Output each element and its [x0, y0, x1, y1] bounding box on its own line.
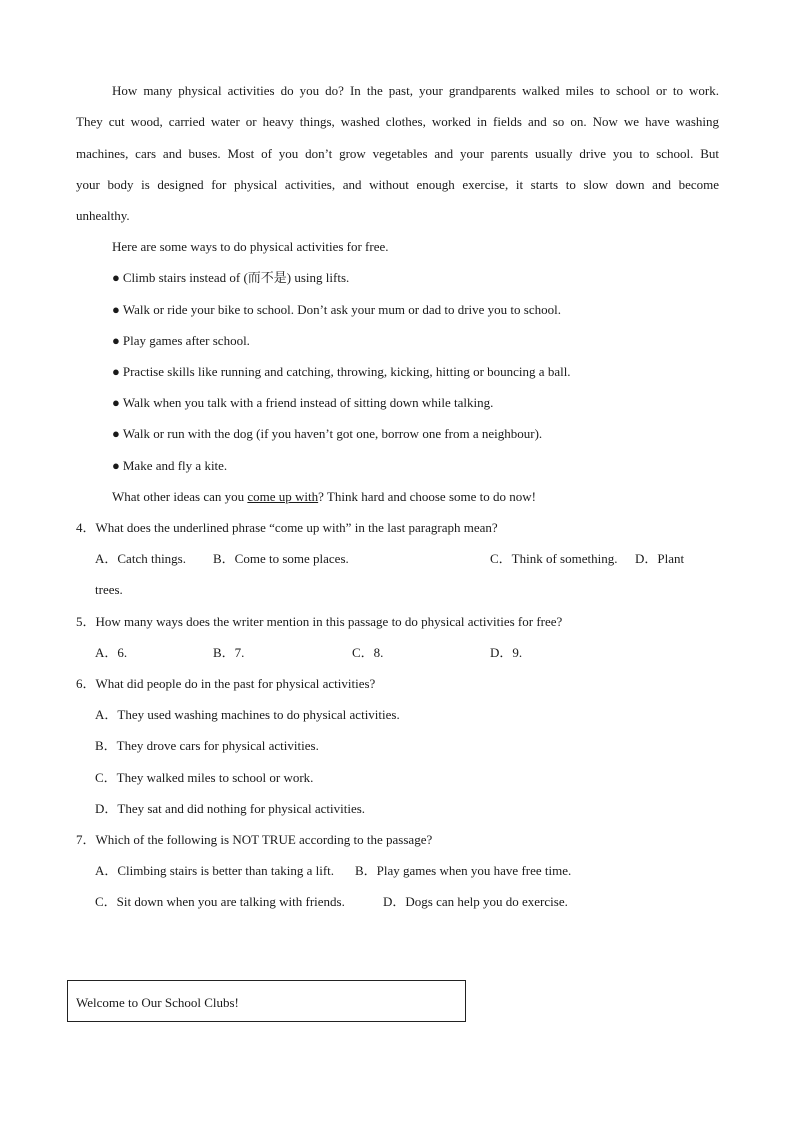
option-c — [490, 551, 617, 567]
option-text: 6. — [117, 645, 128, 660]
clubs-box — [67, 980, 466, 1022]
bullet-text: Make and fly a kite. — [122, 458, 228, 473]
option-text: They sat and did nothing for physical activities. — [117, 801, 366, 816]
question-number: 6． — [76, 676, 96, 691]
option-label: A． — [95, 551, 118, 566]
option-text: 9. — [512, 645, 523, 660]
option-d — [490, 645, 522, 661]
passage-intro: Here are some ways to do physical activities for free. — [112, 239, 389, 254]
option-wrap: trees. — [95, 582, 123, 597]
bullet-item — [112, 333, 250, 349]
option-label: C． — [95, 894, 117, 909]
option-label: B． — [95, 738, 117, 753]
passage-closing — [112, 489, 536, 505]
bullet-icon: ● — [112, 364, 120, 379]
option-label: B． — [213, 551, 235, 566]
option-b — [213, 645, 244, 661]
option-text: 7. — [234, 645, 245, 660]
option-c — [95, 770, 313, 786]
option-c — [95, 894, 345, 910]
bullet-icon: ● — [112, 270, 120, 285]
closing-text: What other ideas can you — [112, 489, 248, 504]
underlined-phrase: come up with — [247, 489, 319, 504]
clubs-box-title: Welcome to Our School Clubs! — [76, 995, 239, 1010]
bullet-icon: ● — [112, 426, 120, 441]
bullet-icon: ● — [112, 395, 120, 410]
option-label: A． — [95, 645, 118, 660]
option-text: Catch things. — [117, 551, 186, 566]
bullet-icon: ● — [112, 458, 120, 473]
option-c — [352, 645, 383, 661]
question-number: 7． — [76, 832, 96, 847]
bullet-item — [112, 426, 542, 442]
option-a — [95, 707, 400, 723]
option-b — [355, 863, 571, 879]
option-label: C． — [490, 551, 512, 566]
question-6 — [76, 676, 375, 692]
question-number: 4． — [76, 520, 96, 535]
option-b — [213, 551, 349, 567]
option-text: They used washing machines to do physical activities. — [117, 707, 400, 722]
question-text: How many ways does the writer mention in this passage to do physical activities for free? — [95, 614, 563, 629]
option-a — [95, 863, 334, 879]
question-number: 5． — [76, 614, 96, 629]
option-d — [383, 894, 568, 910]
passage-line: machines, cars and buses. Most of you don’t grow vegetables and your parents usually drive you to school. But — [76, 146, 719, 161]
bullet-item — [112, 458, 227, 474]
option-label: C． — [352, 645, 374, 660]
option-label: D． — [635, 551, 658, 566]
bullet-text: Walk when you talk with a friend instead of sitting down while talking. — [122, 395, 494, 410]
option-text: Plant — [657, 551, 685, 566]
option-text: They drove cars for physical activities. — [116, 738, 319, 753]
option-text: Come to some places. — [234, 551, 349, 566]
bullet-item — [112, 364, 571, 380]
closing-text: ? Think hard and choose some to do now! — [318, 489, 536, 504]
bullet-item — [112, 395, 493, 411]
option-text: They walked miles to school or work. — [116, 770, 314, 785]
question-text: What does the underlined phrase “come up with” in the last paragraph mean? — [95, 520, 498, 535]
bullet-text: Walk or ride your bike to school. Don’t ask your mum or dad to drive you to school. — [122, 302, 561, 317]
option-label: D． — [95, 801, 118, 816]
bullet-icon: ● — [112, 302, 120, 317]
question-text: What did people do in the past for physical activities? — [95, 676, 376, 691]
option-a — [95, 645, 127, 661]
passage-line: your body is designed for physical activities, and without enough exercise, it starts to slow down and become — [76, 177, 719, 192]
question-5 — [76, 614, 562, 630]
option-text: Sit down when you are talking with friends. — [116, 894, 345, 909]
option-d — [95, 801, 365, 817]
bullet-text: Walk or run with the dog (if you haven’t got one, borrow one from a neighbour). — [122, 426, 543, 441]
question-4 — [76, 520, 498, 536]
option-label: A． — [95, 707, 118, 722]
option-b — [95, 738, 319, 754]
passage-line: How many physical activities do you do? In the past, your grandparents walked miles to school or to work. — [112, 83, 719, 98]
bullet-item — [112, 270, 349, 286]
option-text: 8. — [373, 645, 384, 660]
passage-line: They cut wood, carried water or heavy things, washed clothes, worked in fields and so on. Now we have washing — [76, 114, 719, 129]
option-a — [95, 551, 186, 567]
bullet-text: Play games after school. — [122, 333, 250, 348]
option-text: Play games when you have free time. — [376, 863, 572, 878]
option-d — [635, 551, 684, 567]
question-text: Which of the following is NOT TRUE according to the passage? — [95, 832, 433, 847]
option-label: D． — [490, 645, 513, 660]
option-text: Dogs can help you do exercise. — [405, 894, 568, 909]
option-text: Think of something. — [511, 551, 618, 566]
option-label: A． — [95, 863, 118, 878]
option-label: B． — [213, 645, 235, 660]
question-7 — [76, 832, 432, 848]
bullet-icon: ● — [112, 333, 120, 348]
option-label: C． — [95, 770, 117, 785]
passage-line: unhealthy. — [76, 208, 130, 223]
bullet-text: Climb stairs instead of (而不是) using lifts. — [122, 270, 350, 285]
bullet-item — [112, 302, 561, 318]
option-text: Climbing stairs is better than taking a lift. — [117, 863, 335, 878]
option-label: B． — [355, 863, 377, 878]
option-label: D． — [383, 894, 406, 909]
bullet-text: Practise skills like running and catching, throwing, kicking, hitting or bouncing a ball. — [122, 364, 571, 379]
